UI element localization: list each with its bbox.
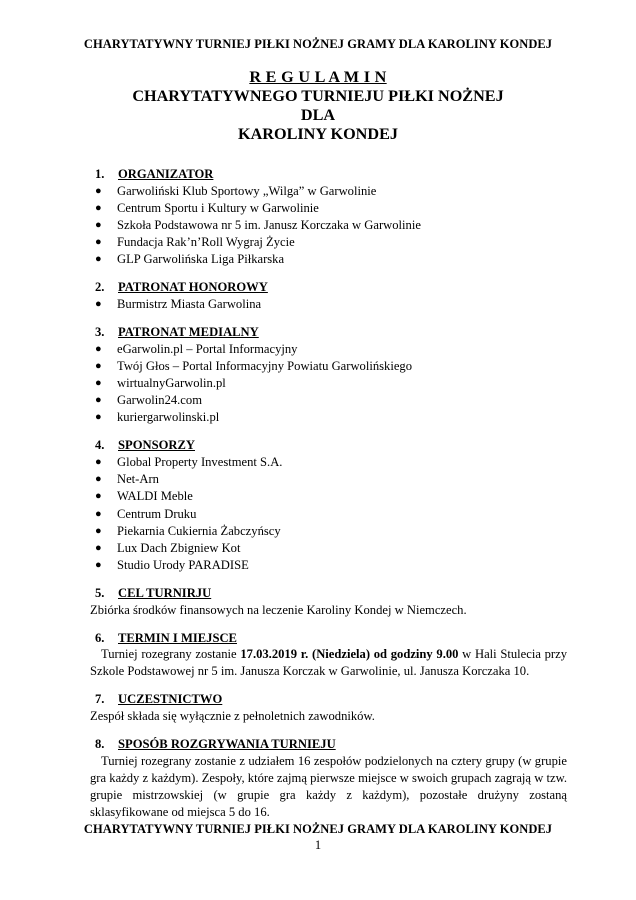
list-item: ● eGarwolin.pl – Portal Informacyjny <box>95 341 567 358</box>
list-item: ● Twój Głos – Portal Informacyjny Powiatu Garwolińskiego <box>95 358 567 375</box>
bullet-icon: ● <box>95 473 102 486</box>
list-item: ● WALDI Meble <box>95 488 567 505</box>
bullet-icon: ● <box>95 253 102 266</box>
section-title: SPOSÓB ROZGRYWANIA TURNIEJU <box>118 737 336 752</box>
section-title: UCZESTNICTWO <box>118 692 223 707</box>
bullet-icon: ● <box>95 236 102 249</box>
list-item: ● Szkoła Podstawowa nr 5 im. Janusz Korczaka w Garwolinie <box>95 217 567 234</box>
honorary-patron-list <box>95 296 567 313</box>
section-title: CEL TURNIRJU <box>118 585 212 600</box>
page-footer: CHARYTATYWNY TURNIEJ PIŁKI NOŻNEJ GRAMY DLA KAROLINY KONDEJ <box>83 822 553 836</box>
bullet-icon: ● <box>95 218 102 231</box>
section-number: 7. <box>95 692 105 707</box>
bullet-icon: ● <box>95 411 102 424</box>
text-part: Turniej rozegrany zostanie <box>101 647 241 662</box>
sponsor-list <box>95 454 567 574</box>
list-item: ● GLP Garwolińska Liga Piłkarska <box>95 251 567 268</box>
bullet-icon: ● <box>95 377 102 390</box>
list-item: ● kuriergarwolinski.pl <box>95 409 567 426</box>
list-item: ● Studio Urody PARADISE <box>95 557 567 574</box>
bullet-icon: ● <box>95 298 102 311</box>
page-number: 1 <box>314 838 322 852</box>
media-patron-list <box>95 341 567 426</box>
list-item: ● Piekarnia Cukiernia Żabczyńscy <box>95 523 567 540</box>
section-title: TERMIN I MIEJSCE <box>118 630 237 645</box>
bullet-icon: ● <box>95 541 102 554</box>
section-heading <box>95 437 567 454</box>
section-number: 3. <box>95 325 105 340</box>
section-patronat-medialny <box>79 324 567 426</box>
section-text: Zbiórka środków finansowych na leczenie Karoliny Kondej w Niemczech. <box>90 602 467 617</box>
section-heading <box>95 691 567 708</box>
section-number: 1. <box>95 167 105 181</box>
list-item: ● Global Property Investment S.A. <box>95 454 567 471</box>
bullet-icon: ● <box>95 201 102 214</box>
list-item: ● Garwolin24.com <box>95 392 567 409</box>
section-title: PATRONAT HONOROWY <box>118 280 268 295</box>
section-title: PATRONAT MEDIALNY <box>118 325 259 340</box>
section-patronat-honorowy <box>79 279 567 313</box>
section-number: 6. <box>95 630 105 645</box>
section-number: 5. <box>95 585 105 600</box>
list-item: ● Net-Arn <box>95 471 567 488</box>
list-item: ● Centrum Druku <box>95 506 567 523</box>
list-item: ● Lux Dach Zbigniew Kot <box>95 540 567 557</box>
section-title: SPONSORZY <box>118 438 195 453</box>
section-heading <box>95 585 567 602</box>
title-line-2: CHARYTATYWNEGO TURNIEJU PIŁKI NOŻNEJ <box>132 87 504 105</box>
section-title: ORGANIZATOR <box>118 167 214 181</box>
section-number: 4. <box>95 438 105 453</box>
bullet-icon: ● <box>95 342 102 355</box>
section-number: 2. <box>95 280 105 295</box>
document-body <box>79 166 567 832</box>
title-line-4: KAROLINY KONDEJ <box>238 125 398 143</box>
section-sponsorzy <box>79 437 567 573</box>
list-item: ● Fundacja Rak’n’Roll Wygraj Życie <box>95 234 567 251</box>
section-number: 8. <box>95 737 105 752</box>
section-termin-i-miejsce <box>79 630 567 681</box>
list-item: ● wirtualnyGarwolin.pl <box>95 375 567 392</box>
list-item: ● Burmistrz Miasta Garwolina <box>95 296 567 313</box>
section-sposob-rozgrywania <box>79 736 567 821</box>
section-heading <box>95 166 567 183</box>
text-part: w Hali Stulecia przy Szkole Podstawowej nr 5 im. Janusza Korczak w Garwolinie, ul. Janusza Korczaka 10. <box>90 647 568 679</box>
list-item: ● Centrum Sportu i Kultury w Garwolinie <box>95 200 567 217</box>
section-cel-turnieju <box>79 585 567 619</box>
section-text: Turniej rozegrany zostanie z udziałem 16 zespołów podzielonych na cztery grupy (w grupie gra każdy z każdym). Zespoły, które zajmą pierwsze miejsce w swoich grupach zagrają w tzw. grupie mistrzowskiej (w grupie gra każdy z każdym), pozostałe drużyny zostaną sklasyfikowane od miejsca 5 do 16. <box>90 754 567 820</box>
section-heading <box>95 324 567 341</box>
section-heading <box>95 736 567 753</box>
bullet-icon: ● <box>95 558 102 571</box>
bullet-icon: ● <box>95 507 102 520</box>
bullet-icon: ● <box>95 360 102 373</box>
list-item: ● Garwoliński Klub Sportowy „Wilga” w Garwolinie <box>95 183 567 200</box>
bullet-icon: ● <box>95 524 102 537</box>
section-uczestnictwo <box>79 691 567 725</box>
section-text <box>90 646 567 680</box>
title-regulamin: R E G U L A M I N <box>249 68 387 86</box>
bullet-icon: ● <box>95 456 102 469</box>
section-heading <box>95 630 567 647</box>
bullet-icon: ● <box>95 490 102 503</box>
section-organizator <box>79 166 567 268</box>
title-line-3: DLA <box>300 106 336 124</box>
bullet-icon: ● <box>95 184 102 197</box>
section-text: Zespół składa się wyłącznie z pełnoletnich zawodników. <box>90 709 375 724</box>
date-time-emphasis: 17.03.2019 r. (Niedziela) od godziny 9.00 <box>240 647 459 662</box>
section-heading <box>95 279 567 296</box>
bullet-icon: ● <box>95 394 102 407</box>
document-title <box>0 68 636 144</box>
page-header: CHARYTATYWNY TURNIEJ PIŁKI NOŻNEJ GRAMY DLA KAROLINY KONDEJ <box>83 37 553 51</box>
organizer-list <box>95 183 567 268</box>
